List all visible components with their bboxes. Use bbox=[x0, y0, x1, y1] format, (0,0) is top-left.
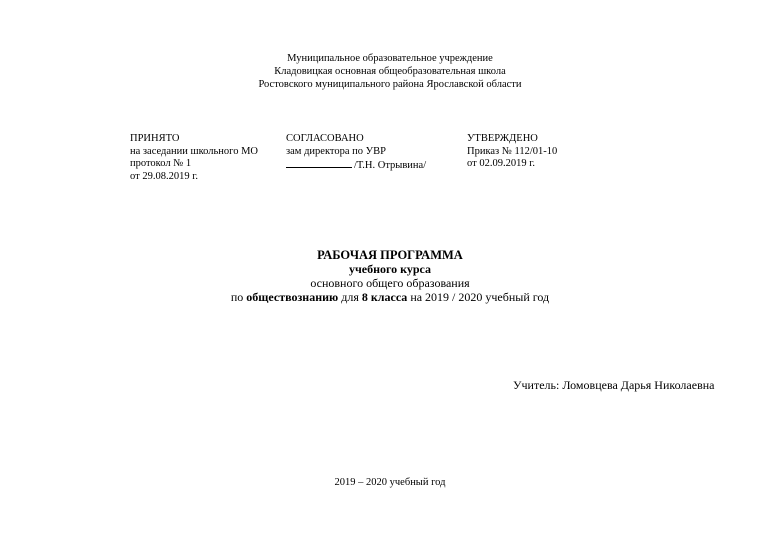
approved-order: Приказ № 112/01-10 bbox=[467, 145, 558, 157]
grade-prefix: для bbox=[338, 290, 362, 304]
agreed-position: зам директора по УВР bbox=[286, 145, 386, 157]
accepted-heading: ПРИНЯТО bbox=[130, 133, 180, 144]
school-header bbox=[0, 52, 768, 91]
approved-date: от 02.09.2019 г. bbox=[467, 158, 535, 169]
header-line-school-name: Кладовицкая основная общеобразовательная школа bbox=[274, 66, 506, 77]
accepted-protocol: протокол № 1 bbox=[130, 158, 192, 169]
footer-school-year: 2019 – 2020 учебный год bbox=[334, 477, 446, 488]
agreed-heading: СОГЛАСОВАНО bbox=[286, 133, 364, 144]
program-year: на 2019 / 2020 учебный год bbox=[407, 290, 550, 304]
accepted-date: от 29.08.2019 г. bbox=[130, 170, 198, 182]
signature-line bbox=[286, 158, 352, 168]
program-subject-line bbox=[0, 290, 768, 304]
accepted-meeting: на заседании школьного МО bbox=[130, 145, 259, 157]
agreed-column bbox=[286, 133, 426, 173]
program-title: РАБОЧАЯ ПРОГРАММА bbox=[317, 248, 463, 262]
header-line-institution-type: Муниципальное образовательное учреждение bbox=[287, 53, 493, 64]
program-title-block bbox=[0, 248, 768, 304]
agreed-signature-name: /Т.Н. Отрывина/ bbox=[354, 160, 427, 171]
approved-column bbox=[467, 133, 557, 171]
program-level: основного общего образования bbox=[310, 276, 470, 290]
approved-heading: УТВЕРЖДЕНО bbox=[467, 133, 538, 144]
approval-block bbox=[0, 133, 768, 193]
program-grade: 8 класса bbox=[361, 290, 408, 304]
header-line-district: Ростовского муниципального района Ярославской области bbox=[258, 79, 522, 90]
program-subtitle: учебного курса bbox=[348, 262, 432, 276]
subject-prefix: по bbox=[230, 290, 247, 304]
program-subject: обществознанию bbox=[246, 290, 339, 304]
accepted-column bbox=[130, 133, 258, 183]
teacher-name: Учитель: Ломовцева Дарья Николаевна bbox=[513, 378, 715, 392]
agreed-signature-row bbox=[286, 158, 426, 173]
